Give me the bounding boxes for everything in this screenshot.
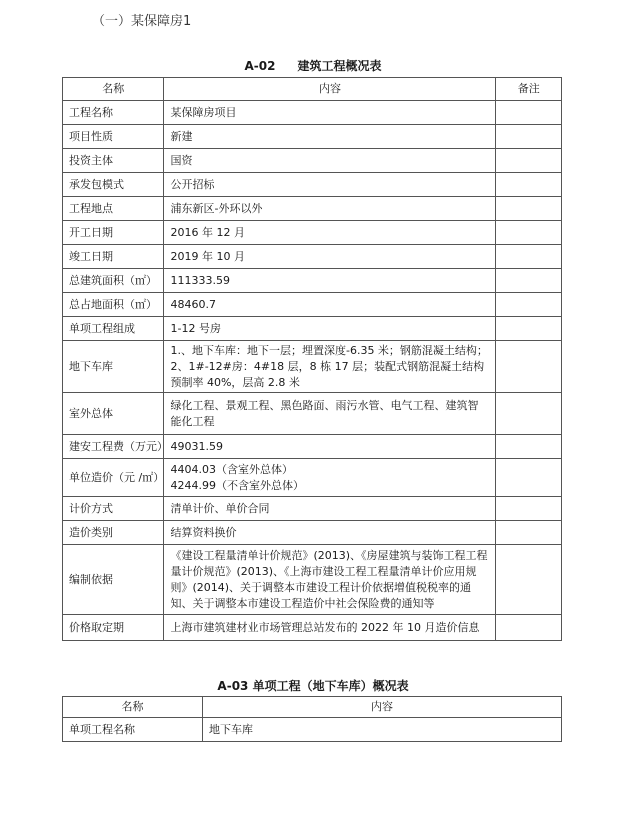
row-content: 公开招标 [164,173,496,197]
row-note [496,497,562,521]
row-content [164,459,496,497]
row-content: 1-12 号房 [164,317,496,341]
row-content: 48460.7 [164,293,496,317]
table-row [63,173,562,197]
table-row [63,197,562,221]
row-note [496,293,562,317]
row-name: 工程地点 [63,197,164,221]
row-name: 地下车库 [63,341,164,393]
table-row [63,245,562,269]
header-name: 名称 [63,697,203,718]
table-row [63,293,562,317]
table-a02 [62,77,562,641]
row-note [496,221,562,245]
unit-cost-with-outdoor: 4404.03（含室外总体） [170,462,293,476]
row-content: 绿化工程、景观工程、黑色路面、雨污水管、电气工程、建筑智能化工程 [164,393,496,435]
table-row [63,125,562,149]
row-name: 竣工日期 [63,245,164,269]
row-note [496,197,562,221]
row-note [496,125,562,149]
table-a03 [62,696,562,742]
row-name: 承发包模式 [63,173,164,197]
header-name: 名称 [63,78,164,101]
row-name: 工程名称 [63,101,164,125]
row-content: 《建设工程量清单计价规范》(2013)、《房屋建筑与装饰工程工程量计价规范》(2013)、《上海市建设工程工程量清单计价应用规则》(2014)、关于调整本市建设工程计价依据增值税税率的通知、关于调整本市建设工程造价中社会保险费的通知等 [164,545,496,615]
table-row [63,101,562,125]
row-name: 单项工程名称 [63,718,203,742]
row-name: 室外总体 [63,393,164,435]
row-content: 新建 [164,125,496,149]
row-content: 1.、地下车库：地下一层；埋置深度-6.35 米；钢筋混凝土结构；2、1#-12#房：4#18 层，8 栋 17 层；装配式钢筋混凝土结构预制率 40%，层高 2.8 米 [164,341,496,393]
row-note [496,435,562,459]
row-content: 浦东新区-外环以外 [164,197,496,221]
section-heading: （一）某保障房1 [92,14,192,29]
row-note [496,245,562,269]
row-name: 投资主体 [63,149,164,173]
table-a03-title: A-03 单项工程（地下车库）概况表 [217,679,409,693]
row-content: 国资 [164,149,496,173]
table-a02-header-row [63,78,562,101]
table-row [63,269,562,293]
table-a02-code: A-02 [244,59,276,73]
row-name: 单位造价（元 /㎡） [63,459,164,497]
row-name: 编制依据 [63,545,164,615]
header-note: 备注 [496,78,562,101]
table-row [63,615,562,641]
row-content: 2016 年 12 月 [164,221,496,245]
row-note [496,615,562,641]
row-note [496,317,562,341]
row-name: 造价类别 [63,521,164,545]
row-note [496,149,562,173]
table-row [63,545,562,615]
row-name: 总占地面积（㎡） [63,293,164,317]
table-row [63,221,562,245]
row-note [496,173,562,197]
row-note [496,545,562,615]
row-note [496,341,562,393]
table-row [63,435,562,459]
row-name: 单项工程组成 [63,317,164,341]
table-row [63,521,562,545]
table-row [63,149,562,173]
row-note [496,269,562,293]
table-row [63,393,562,435]
header-content: 内容 [203,697,562,718]
row-content: 某保障房项目 [164,101,496,125]
row-note [496,521,562,545]
table-row [63,341,562,393]
row-note [496,101,562,125]
table-row [63,459,562,497]
table-row [63,497,562,521]
row-note [496,459,562,497]
row-content: 结算资料换价 [164,521,496,545]
row-note [496,393,562,435]
table-a03-header-row [63,697,562,718]
table-row [63,718,562,742]
row-name: 建安工程费（万元） [63,435,164,459]
header-content: 内容 [164,78,496,101]
row-content: 111333.59 [164,269,496,293]
row-name: 总建筑面积（㎡） [63,269,164,293]
row-content: 清单计价、单价合同 [164,497,496,521]
row-content: 2019 年 10 月 [164,245,496,269]
table-row [63,317,562,341]
unit-cost-without-outdoor: 4244.99（不含室外总体） [170,478,304,492]
row-name: 计价方式 [63,497,164,521]
row-name: 开工日期 [63,221,164,245]
row-content: 上海市建筑建材业市场管理总站发布的 2022 年 10 月造价信息 [164,615,496,641]
table-a02-title-text: 建筑工程概况表 [297,59,382,73]
row-content: 地下车库 [203,718,562,742]
table-a02-title [0,57,626,74]
row-name: 价格取定期 [63,615,164,641]
row-name: 项目性质 [63,125,164,149]
row-content: 49031.59 [164,435,496,459]
